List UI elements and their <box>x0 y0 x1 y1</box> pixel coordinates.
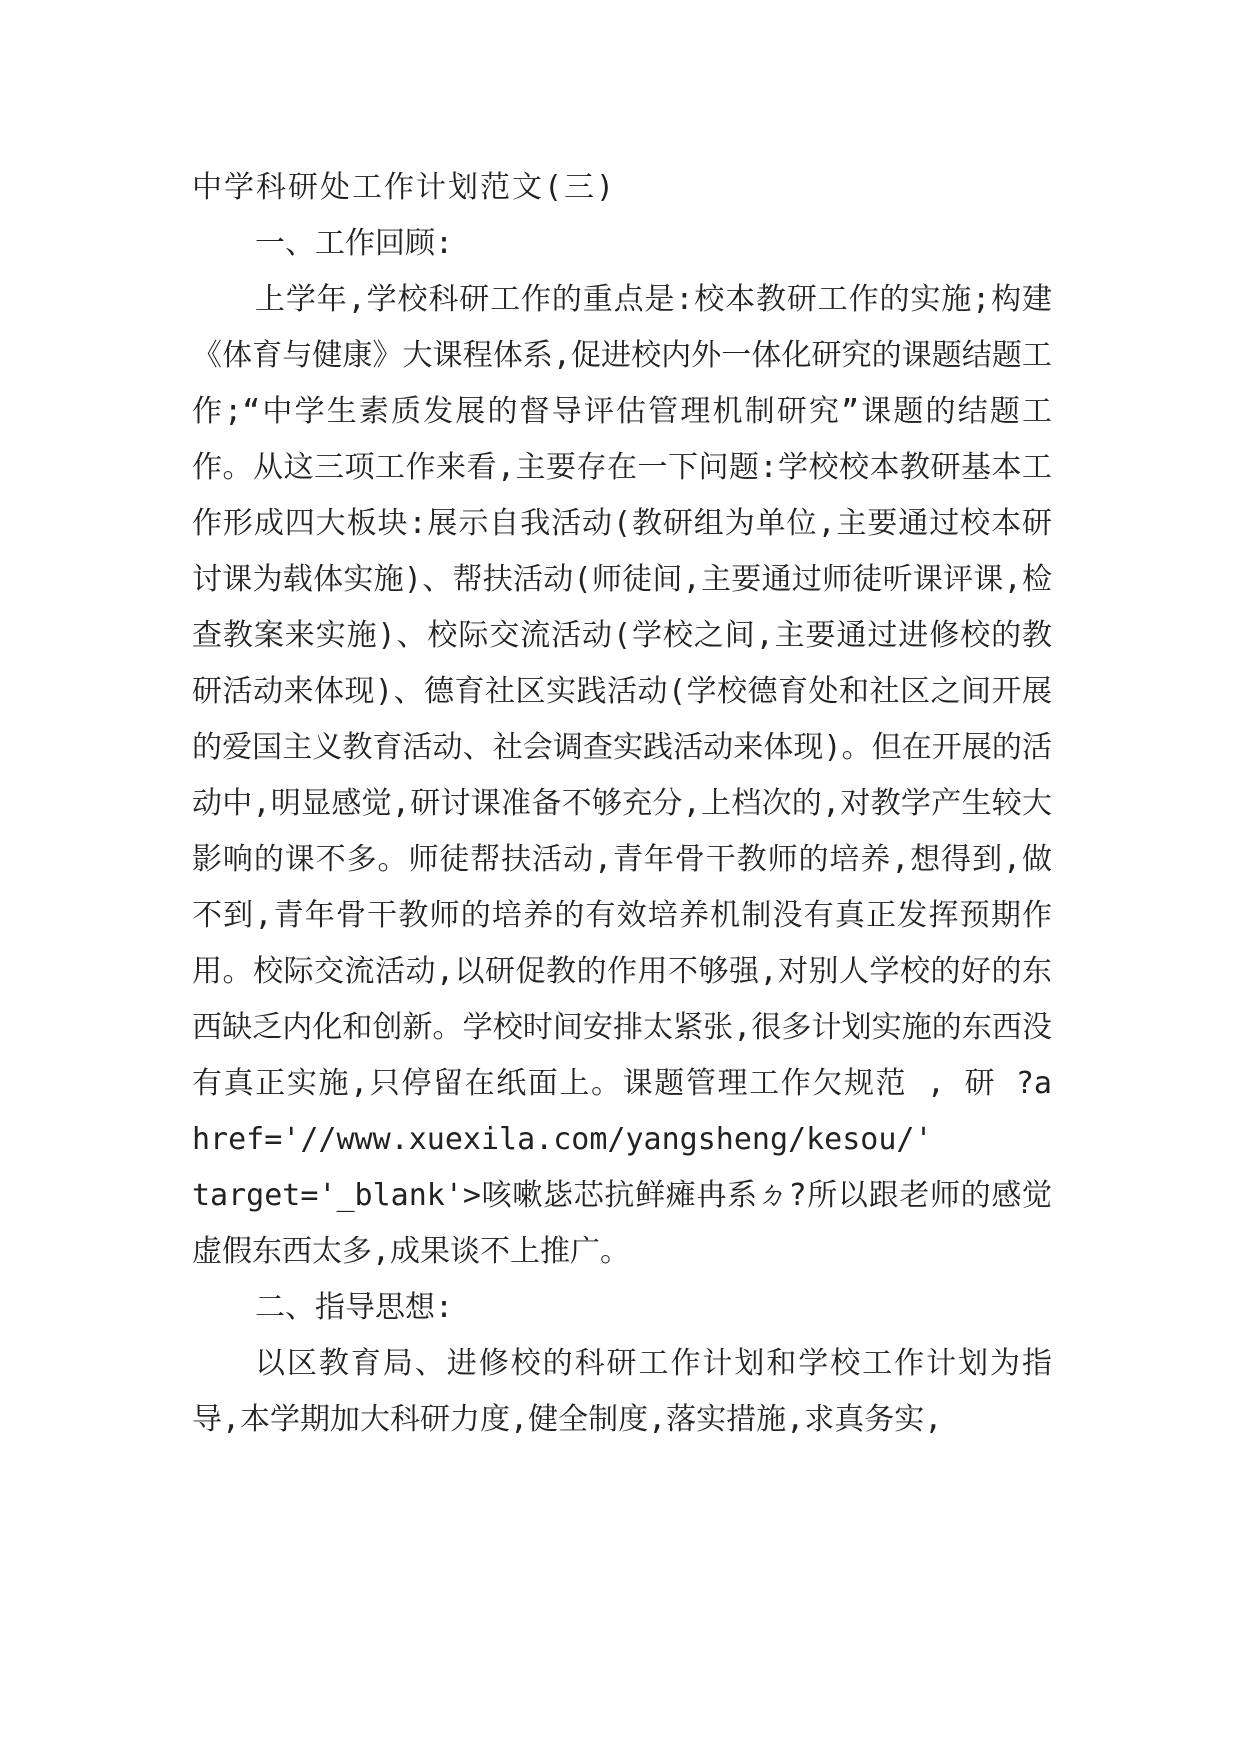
document-title: 中学科研处工作计划范文(三) <box>192 170 617 205</box>
section-heading-review: 一、工作回顾: <box>255 226 454 261</box>
paragraph-review-body: 上学年,学校科研工作的重点是:校本教研工作的实施;构建《体育与健康》大课程体系,促进校内外一体化研究的课题结题工作;“中学生素质发展的督导评估管理机制研究”课题的结题工作。从这三项工作来看,主要存在一下问题:学校校本教研基本工作形成四大板块:展示自我活动(教研组为单位,主要通过校本研讨课为载体实施)、帮扶活动(师徒间,主要通过师徒听课评课,检查教案来实施)、校际交流活动(学校之间,主要通过进修校的教研活动来体现)、德育社区实践活动(学校德育处和社区之间开展的爱国主义教育活动、社会调查实践活动来体现)。但在开展的活动中,明显感觉,研讨课准备不够充分,上档次的,对教学产生较大影响的课不多。师徒帮扶活动,青年骨干教师的培养,想得到,做不到,青年骨干教师的培养的有效培养机制没有真正发挥预期作用。校际交流活动,以研促教的作用不够强,对别人学校的好的东西缺乏内化和创新。学校时间安排太紧张,很多计划实施的东西没有真正实施,只停留在纸面上。课题管理工作欠规范 , 研 ?a href='//www.xuexila.com/yangsheng/kesou/' target='_blank'>咳嗽毖芯抗鲜瘫冉系ㄉ?所以跟老师的感觉虚假东西太多,成果谈不上推广。 <box>192 282 1052 1269</box>
section-heading-guiding-thought: 二、指导思想: <box>255 1290 454 1325</box>
document-body <box>192 160 1052 1448</box>
paragraph-guiding-thought-body: 以区教育局、进修校的科研工作计划和学校工作计划为指导,本学期加大科研力度,健全制度,落实措施,求真务实, <box>192 1346 1052 1437</box>
